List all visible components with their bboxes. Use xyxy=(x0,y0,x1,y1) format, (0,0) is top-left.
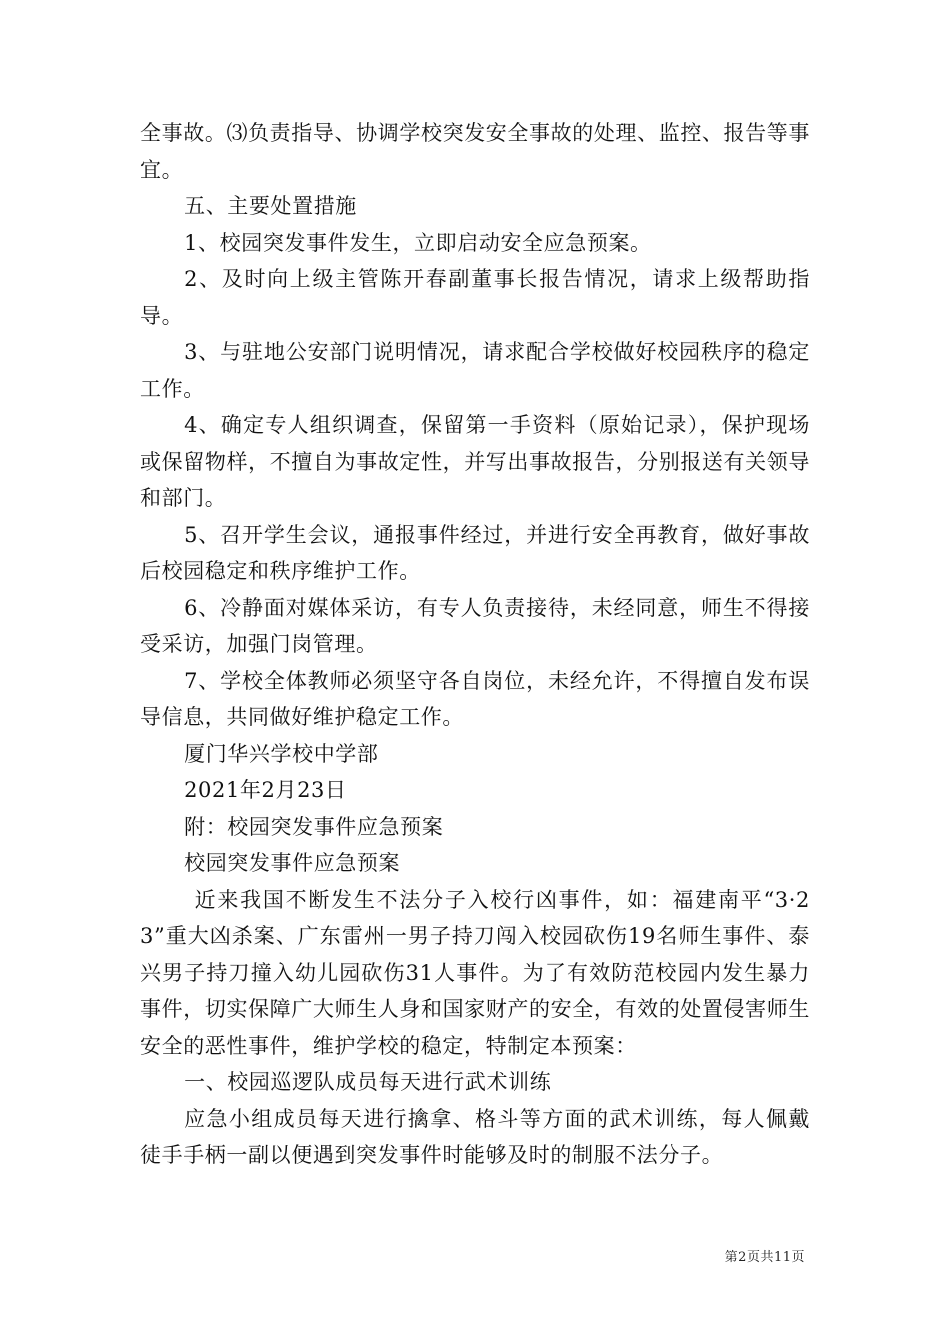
paragraph: 7、学校全体教师必须坚守各自岗位，未经允许，不得擅自发布误导信息，共同做好维护稳定工作。 xyxy=(140,668,810,729)
section-heading: 一、校园巡逻队成员每天进行武术训练 xyxy=(184,1070,552,1094)
document-body xyxy=(140,115,810,1174)
paragraph: 近来我国不断发生不法分子入校行凶事件，如：福建南平“3·23”重大凶杀案、广东雷州一男子持刀闯入校园砍伤19名师生事件、泰兴男子持刀撞入幼儿园砍伤31人事件。为了有效防范校园内发生暴力事件，切实保障广大师生人身和国家财产的安全，有效的处置侵害师生安全的恶性事件，维护学校的稳定，特制定本预案： xyxy=(140,887,810,1058)
signature-date: 2021年2月23日 xyxy=(184,778,347,802)
paragraph: 5、召开学生会议，通报事件经过，并进行安全再教育，做好事故后校园稳定和秩序维护工作。 xyxy=(140,522,810,583)
paragraph: 应急小组成员每天进行擒拿、格斗等方面的武术训练，每人佩戴徒手手柄一副以便遇到突发事件时能够及时的制服不法分子。 xyxy=(140,1106,810,1167)
paragraph: 3、与驻地公安部门说明情况，请求配合学校做好校园秩序的稳定工作。 xyxy=(140,340,810,401)
section-heading: 五、主要处置措施 xyxy=(184,194,357,218)
paragraph: 全事故。⑶负责指导、协调学校突发安全事故的处理、监控、报告等事宜。 xyxy=(140,121,810,182)
paragraph: 1、校园突发事件发生，立即启动安全应急预案。 xyxy=(184,230,652,255)
paragraph: 4、确定专人组织调查，保留第一手资料（原始记录），保护现场或保留物样，不擅自为事故定性，并写出事故报告，分别报送有关领导和部门。 xyxy=(140,413,810,510)
page-number: 第2页共11页 xyxy=(724,1250,805,1265)
attachment-title: 校园突发事件应急预案 xyxy=(184,851,401,875)
paragraph: 2、及时向上级主管陈开春副董事长报告情况，请求上级帮助指导。 xyxy=(140,267,810,328)
signature-org: 厦门华兴学校中学部 xyxy=(184,741,379,766)
attachment-note: 附：校园突发事件应急预案 xyxy=(184,814,444,839)
paragraph: 6、冷静面对媒体采访，有专人负责接待，未经同意，师生不得接受采访，加强门岗管理。 xyxy=(140,595,810,656)
